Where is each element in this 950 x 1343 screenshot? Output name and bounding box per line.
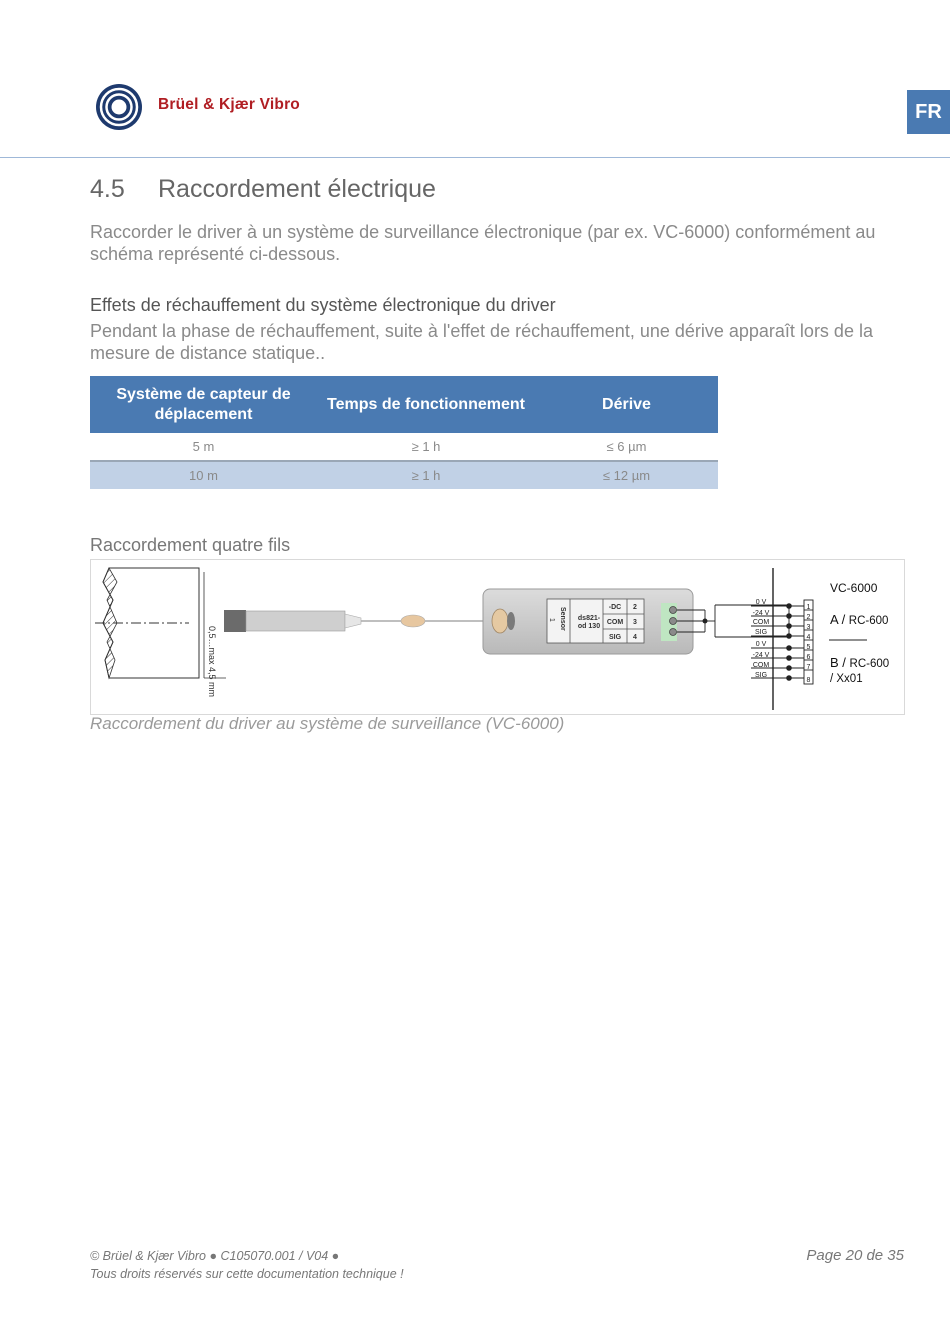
probe-sensor [224,610,489,632]
table-row [90,461,718,489]
terminal-label: SIG [754,672,768,679]
driver-sensor-pin: 1 [548,618,555,622]
wiring-diagram-frame [90,559,905,715]
system-title: VC-6000 [830,581,878,595]
terminal-label: -24 V [752,652,770,659]
table-header-row [90,376,718,433]
subsection-paragraph: Pendant la phase de réchauffement, suite à l'effet de réchauffement, une dérive apparaît lors de la mesure de distance statique.. [90,321,873,363]
drift-table [90,376,718,489]
table-row [90,433,718,461]
terminal-number: 6 [806,654,811,661]
terminal-label: -24 V [752,610,770,617]
table-cell: ≥ 1 h [317,433,535,461]
header-divider [0,157,950,158]
terminal-label: SIG [754,629,768,636]
terminal-number: 4 [806,634,811,641]
terminal-number: 5 [806,644,811,651]
driver-com-label: COM [606,619,624,626]
terminal-number: 1 [806,604,811,611]
table-cell: 5 m [90,433,317,461]
table-cell: ≤ 12 µm [535,461,718,489]
junction-dot [703,619,708,624]
terminal-label: 0 V [755,599,767,606]
footer-rights: Tous droits réservés sur cette documentation technique ! [90,1267,404,1281]
table-header: Dérive [535,376,718,433]
driver-sig-label: SIG [608,634,622,641]
system-channel-b-ext: / Xx01 [830,673,863,685]
driver-model: ds821- [577,615,601,622]
brand-logo-icon [95,83,143,131]
terminal-label: COM [752,619,770,626]
terminal-number: 3 [806,624,811,631]
table-cell: ≤ 6 µm [535,433,718,461]
wiring-diagram [91,560,904,714]
section-title: Raccordement électrique [158,175,436,203]
terminal-number: 7 [806,664,811,671]
wiring-lines [677,605,789,637]
intro-paragraph: Raccorder le driver à un système de surveillance électronique (par ex. VC-6000) conformément au schéma représenté ci-dessous. [90,222,876,264]
terminal-dots [786,603,792,681]
subsection-heading: Effets de réchauffement du système électronique du driver [90,295,556,315]
system-channel-a: A / RC-600 [830,612,889,627]
driver-pin: 3 [633,619,637,626]
brand-name: Brüel & Kjær Vibro [158,96,300,113]
terminal-number: 2 [806,614,811,621]
wiring-heading: Raccordement quatre fils [90,535,291,555]
driver-dc-label: -DC [608,604,622,611]
gap-label: 0,5…max 4,5 mm [207,626,217,698]
footer-copyright: © Brüel & Kjær Vibro ● C105070.001 / V04 ● [90,1249,340,1263]
table-cell: ≥ 1 h [317,461,535,489]
terminal-label: COM [752,662,770,669]
diagram-caption: Raccordement du driver au système de surveillance (VC-6000) [90,714,565,733]
driver-pin: 4 [633,634,637,641]
page-number: Page 20 de 35 [806,1247,904,1264]
driver-model: od 130 [577,623,601,630]
terminal-label: 0 V [755,641,767,648]
shaft-target [95,568,226,678]
terminal-signal-labels [753,599,770,679]
table-header: Système de capteur de déplacement [90,376,317,433]
table-header: Temps de fonctionnement [317,376,535,433]
driver-sensor-label: Sensor [559,607,566,631]
terminal-numbers [807,604,811,684]
terminal-number: 8 [806,677,811,684]
language-tab[interactable]: FR [907,90,950,134]
system-channel-b: B / RC-600 [830,655,890,670]
section-number: 4.5 [90,175,125,203]
table-cell: 10 m [90,461,317,489]
driver-pin: 2 [633,604,637,611]
